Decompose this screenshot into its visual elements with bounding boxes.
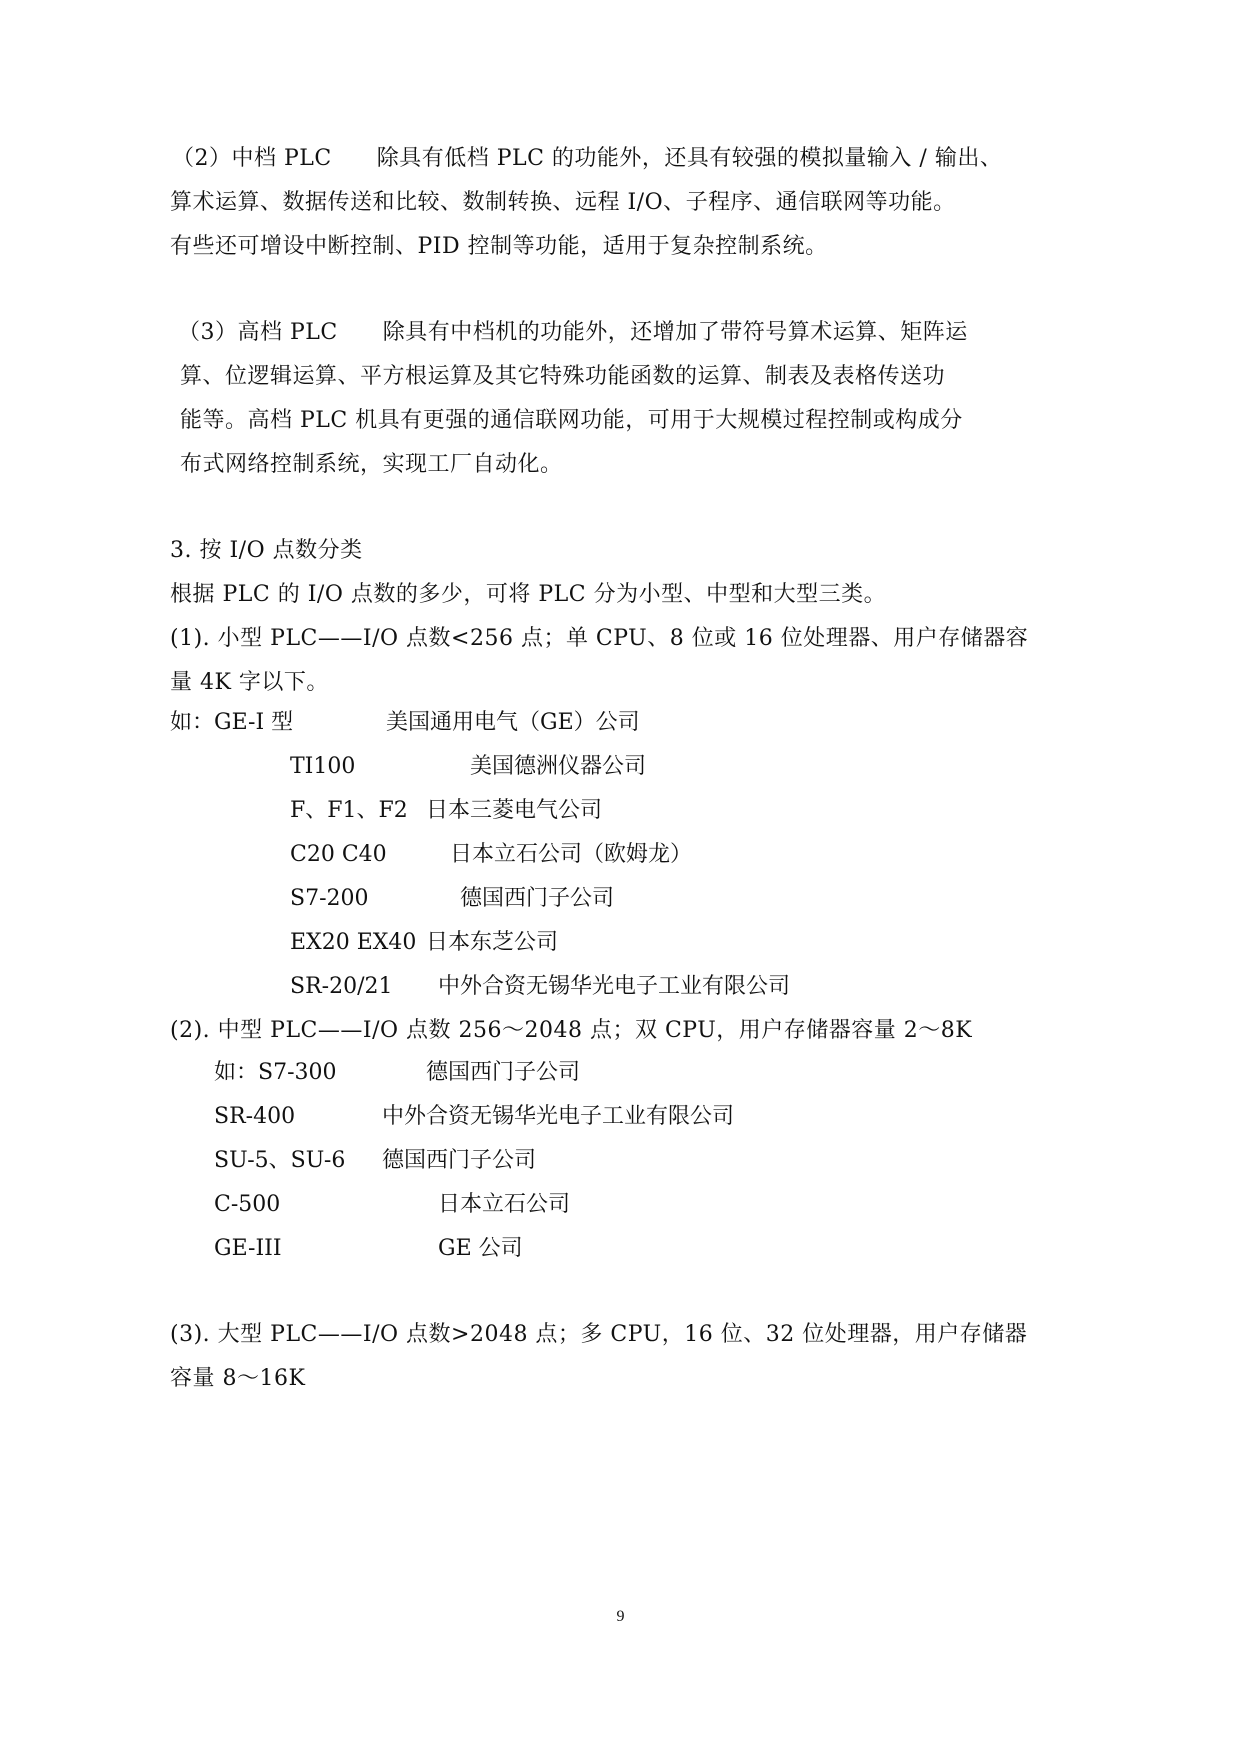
high-tier-line-4: 布式网络控制系统，实现工厂自动化。: [180, 452, 563, 477]
example-row: [0, 1102, 1241, 1132]
example-model: C20 C40: [290, 842, 387, 867]
example-company: 日本立石公司（欧姆龙）: [450, 842, 693, 867]
example-company: 德国西门子公司: [426, 1060, 581, 1085]
example-company: 美国通用电气（GE）公司: [386, 710, 640, 735]
mid-tier-line-1: （2）中档 PLC 除具有低档 PLC 的功能外，还具有较强的模拟量输入 / 输出、: [172, 146, 1003, 171]
example-company: 美国德洲仪器公司: [470, 754, 647, 779]
example-model: 如：GE-I 型: [170, 710, 294, 735]
mid-tier-line-2: 算术运算、数据传送和比较、数制转换、远程 I/O、子程序、通信联网等功能。: [170, 190, 956, 215]
example-company: 德国西门子公司: [382, 1148, 537, 1173]
example-model: 如：S7-300: [214, 1060, 337, 1085]
example-row: [0, 796, 1241, 826]
example-model: SR-400: [214, 1104, 296, 1129]
small-plc-line-1: (1). 小型 PLC——I/O 点数<256 点；单 CPU、8 位或 16 位处理器、用户存储器容: [170, 626, 1029, 651]
high-tier-line-1: （3）高档 PLC 除具有中档机的功能外，还增加了带符号算术运算、矩阵运: [178, 320, 968, 345]
example-row: [0, 972, 1241, 1002]
mid-tier-line-3: 有些还可增设中断控制、PID 控制等功能，适用于复杂控制系统。: [170, 234, 828, 259]
example-company: GE 公司: [438, 1236, 523, 1261]
example-row: [0, 840, 1241, 870]
small-plc-line-2: 量 4K 字以下。: [170, 670, 329, 695]
example-company: 中外合资无锡华光电子工业有限公司: [438, 974, 791, 999]
high-tier-line-2: 算、位逻辑运算、平方根运算及其它特殊功能函数的运算、制表及表格传送功: [180, 364, 946, 389]
example-company: 日本立石公司: [438, 1192, 571, 1217]
example-model: SU-5、SU-6: [214, 1148, 346, 1173]
example-row: [0, 1234, 1241, 1264]
example-row: [0, 928, 1241, 958]
medium-plc-line: (2). 中型 PLC——I/O 点数 256～2048 点；双 CPU，用户存储器容量 2～8K: [170, 1018, 973, 1043]
example-row: [0, 1058, 1241, 1088]
high-tier-line-3: 能等。高档 PLC 机具有更强的通信联网功能，可用于大规模过程控制或构成分: [180, 408, 963, 433]
example-model: C-500: [214, 1192, 281, 1217]
example-company: 德国西门子公司: [460, 886, 615, 911]
section-intro: 根据 PLC 的 I/O 点数的多少，可将 PLC 分为小型、中型和大型三类。: [170, 582, 887, 607]
example-row: [0, 752, 1241, 782]
example-row: [0, 1146, 1241, 1176]
example-model: F、F1、F2: [290, 798, 408, 823]
example-company: 中外合资无锡华光电子工业有限公司: [382, 1104, 735, 1129]
example-model: GE-III: [214, 1236, 282, 1261]
example-row: [0, 1190, 1241, 1220]
example-model: S7-200: [290, 886, 369, 911]
example-model: TI100: [290, 754, 356, 779]
page-number: 9: [616, 1608, 625, 1625]
section-heading: 3. 按 I/O 点数分类: [170, 538, 363, 563]
example-row: [0, 708, 1241, 738]
example-company: 日本三菱电气公司: [426, 798, 603, 823]
large-plc-line-2: 容量 8～16K: [170, 1366, 306, 1391]
example-model: SR-20/21: [290, 974, 393, 999]
example-row: [0, 884, 1241, 914]
large-plc-line-1: (3). 大型 PLC——I/O 点数>2048 点；多 CPU，16 位、32 位处理器，用户存储器: [170, 1322, 1028, 1347]
example-model: EX20 EX40: [290, 930, 417, 955]
example-company: 日本东芝公司: [426, 930, 559, 955]
